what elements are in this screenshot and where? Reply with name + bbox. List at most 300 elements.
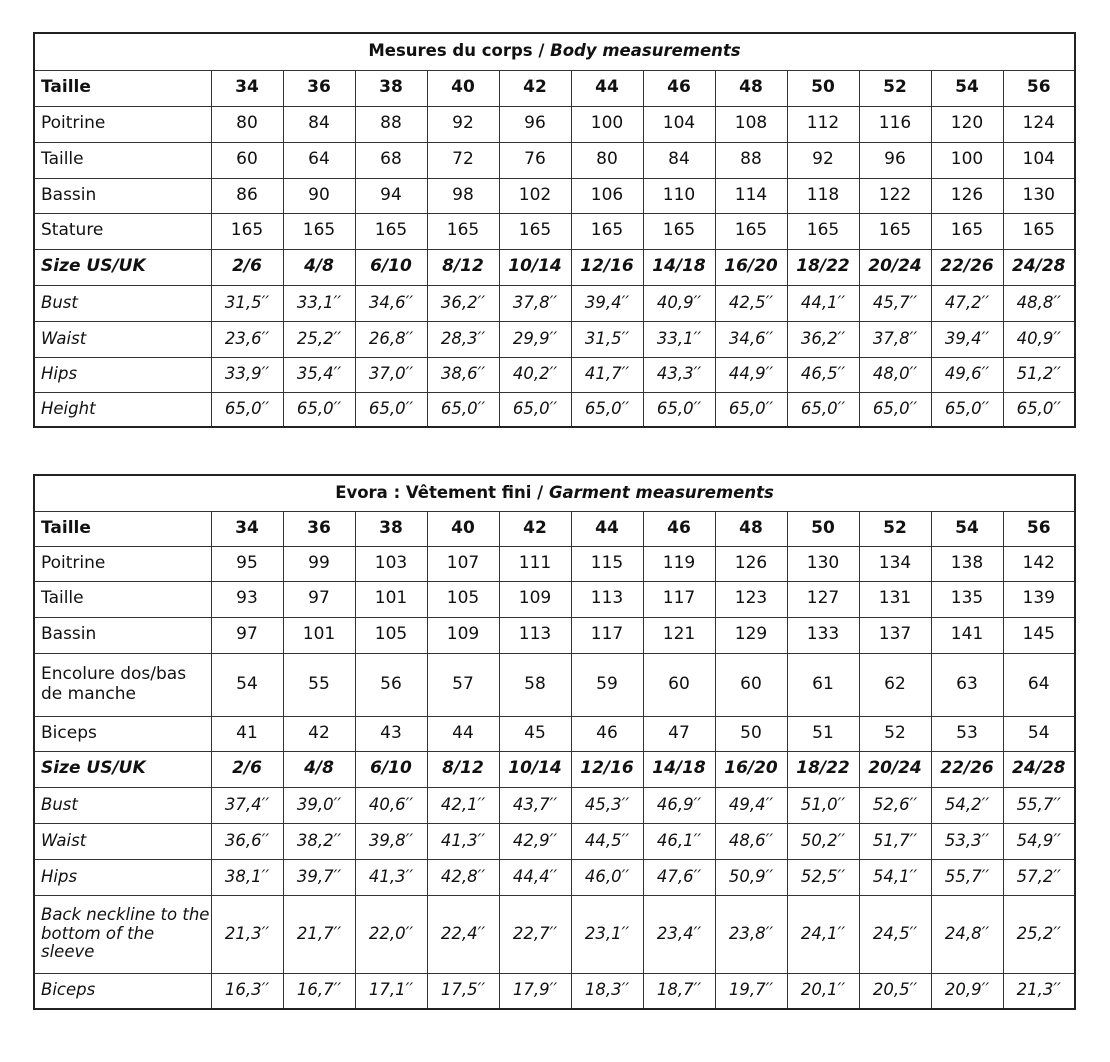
table-cell: 114 [715,178,787,213]
table-cell: 23,8′′ [715,895,787,973]
table-cell: 44,4′′ [499,859,571,895]
title-english: Body measurements [550,41,741,61]
table-cell: 20/24 [859,751,931,787]
table-cell: 165 [283,213,355,249]
table-cell: 51,7′′ [859,823,931,859]
table-cell: 102 [499,178,571,213]
table-cell: 22,7′′ [499,895,571,973]
table-cell: 51,0′′ [787,787,859,823]
table-cell: 104 [1003,142,1075,178]
table-cell: 39,4′′ [931,321,1003,357]
row-label: Waist [34,321,211,357]
table-cell: 55 [283,653,355,716]
table-cell: 54 [931,70,1003,106]
row-label: Encolure dos/bas de manche [34,653,211,716]
table-cell: 129 [715,617,787,653]
table-cell: 47,2′′ [931,285,1003,321]
table-cell: 22,4′′ [427,895,499,973]
table-cell: 42,1′′ [427,787,499,823]
table-cell: 121 [643,617,715,653]
table-cell: 98 [427,178,499,213]
table-cell: 24/28 [1003,249,1075,285]
table-cell: 117 [571,617,643,653]
table-cell: 96 [499,106,571,142]
table-cell: 20,5′′ [859,973,931,1009]
table-cell: 51,2′′ [1003,357,1075,392]
table-cell: 92 [787,142,859,178]
table-row [34,895,1075,973]
table-cell: 60 [643,653,715,716]
table-cell: 52 [859,70,931,106]
table-cell: 96 [859,142,931,178]
table-cell: 68 [355,142,427,178]
table-cell: 61 [787,653,859,716]
row-label: Bust [34,285,211,321]
row-label: Back neckline to the bottom of the sleeve [34,895,211,973]
table-cell: 58 [499,653,571,716]
title-french: Evora : Vêtement fini / [335,482,549,502]
table-cell: 100 [931,142,1003,178]
table-cell: 113 [499,617,571,653]
table-cell: 109 [499,581,571,617]
table-cell: 42,9′′ [499,823,571,859]
table-cell: 39,8′′ [355,823,427,859]
table-cell: 46,9′′ [643,787,715,823]
table-row [34,321,1075,357]
table-cell: 37,8′′ [859,321,931,357]
table-row [34,142,1075,178]
table-cell: 41,7′′ [571,357,643,392]
table-cell: 103 [355,546,427,581]
table-cell: 145 [1003,617,1075,653]
row-label: Taille [34,70,211,106]
table-cell: 21,3′′ [211,895,283,973]
table-cell: 130 [1003,178,1075,213]
table-row [34,213,1075,249]
table-title-row [34,475,1075,511]
table-cell: 21,7′′ [283,895,355,973]
table-cell: 44,9′′ [715,357,787,392]
table-row [34,716,1075,751]
table-row [34,178,1075,213]
table-cell: 54,2′′ [931,787,1003,823]
table-cell: 41,3′′ [355,859,427,895]
table-cell: 52 [859,511,931,546]
row-label: Biceps [34,716,211,751]
table-cell: 59 [571,653,643,716]
table-cell: 39,4′′ [571,285,643,321]
row-label: Taille [34,581,211,617]
table-cell: 40,6′′ [355,787,427,823]
table-cell: 42,8′′ [427,859,499,895]
table-cell: 23,1′′ [571,895,643,973]
table-cell: 2/6 [211,249,283,285]
table-cell: 65,0′′ [571,392,643,427]
table-cell: 4/8 [283,249,355,285]
table-cell: 113 [571,581,643,617]
size-header-row [34,70,1075,106]
table-cell: 44,1′′ [787,285,859,321]
table-cell: 80 [211,106,283,142]
table-cell: 165 [859,213,931,249]
table-row [34,859,1075,895]
table-cell: 8/12 [427,751,499,787]
table-cell: 165 [499,213,571,249]
table-cell: 14/18 [643,249,715,285]
table-cell: 19,7′′ [715,973,787,1009]
table-cell: 48,0′′ [859,357,931,392]
table-cell: 49,6′′ [931,357,1003,392]
table-cell: 65,0′′ [1003,392,1075,427]
size-us-uk-row [34,751,1075,787]
table-cell: 108 [715,106,787,142]
table-cell: 44 [427,716,499,751]
table-cell: 41 [211,716,283,751]
table-cell: 111 [499,546,571,581]
table-cell: 137 [859,617,931,653]
table-cell: 6/10 [355,249,427,285]
table-cell: 95 [211,546,283,581]
table-cell: 65,0′′ [283,392,355,427]
table-cell: 165 [787,213,859,249]
table-cell: 105 [427,581,499,617]
table-cell: 22/26 [931,249,1003,285]
table-cell: 10/14 [499,249,571,285]
row-label: Poitrine [34,546,211,581]
row-label: Bust [34,787,211,823]
row-label: Bassin [34,617,211,653]
table-cell: 40 [427,511,499,546]
table-cell: 43 [355,716,427,751]
table-cell: 51 [787,716,859,751]
table-cell: 40,9′′ [643,285,715,321]
table-cell: 17,1′′ [355,973,427,1009]
table-cell: 106 [571,178,643,213]
table-cell: 6/10 [355,751,427,787]
table-cell: 101 [355,581,427,617]
table-cell: 23,4′′ [643,895,715,973]
table-cell: 22/26 [931,751,1003,787]
table-cell: 49,4′′ [715,787,787,823]
table-cell: 40 [427,70,499,106]
table-cell: 42,5′′ [715,285,787,321]
table-title [34,33,1075,70]
row-label: Poitrine [34,106,211,142]
row-label: Taille [34,511,211,546]
table-cell: 64 [283,142,355,178]
table-cell: 50 [787,511,859,546]
table-cell: 52,5′′ [787,859,859,895]
table-cell: 165 [643,213,715,249]
table-cell: 127 [787,581,859,617]
table-cell: 17,9′′ [499,973,571,1009]
table-cell: 36,6′′ [211,823,283,859]
table-cell: 33,1′′ [283,285,355,321]
table-cell: 44 [571,70,643,106]
table-cell: 65,0′′ [931,392,1003,427]
table-cell: 133 [787,617,859,653]
table-cell: 107 [427,546,499,581]
table-cell: 110 [643,178,715,213]
table-cell: 38 [355,511,427,546]
table-cell: 165 [715,213,787,249]
table-cell: 36,2′′ [427,285,499,321]
table-cell: 18/22 [787,751,859,787]
table-cell: 50 [715,716,787,751]
table-cell: 139 [1003,581,1075,617]
table-cell: 65,0′′ [787,392,859,427]
table-cell: 54 [211,653,283,716]
table-cell: 38 [355,70,427,106]
table-cell: 44,5′′ [571,823,643,859]
table-cell: 84 [283,106,355,142]
table-cell: 24,1′′ [787,895,859,973]
row-label: Taille [34,142,211,178]
table-cell: 97 [283,581,355,617]
table-cell: 99 [283,546,355,581]
row-label: Size US/UK [34,751,211,787]
table-cell: 50 [787,70,859,106]
table-row [34,106,1075,142]
table-cell: 34,6′′ [715,321,787,357]
table-cell: 25,2′′ [1003,895,1075,973]
table-row [34,392,1075,427]
table-cell: 14/18 [643,751,715,787]
table-cell: 105 [355,617,427,653]
table-cell: 31,5′′ [571,321,643,357]
table-cell: 26,8′′ [355,321,427,357]
table-cell: 16/20 [715,751,787,787]
row-label: Bassin [34,178,211,213]
table-cell: 120 [931,106,1003,142]
table-cell: 124 [1003,106,1075,142]
table-cell: 25,2′′ [283,321,355,357]
table-cell: 60 [715,653,787,716]
table-cell: 38,2′′ [283,823,355,859]
table-cell: 100 [571,106,643,142]
table-cell: 36 [283,70,355,106]
table-cell: 54 [931,511,1003,546]
table-cell: 16/20 [715,249,787,285]
garment-measurements-table [33,474,1076,1010]
table-cell: 65,0′′ [427,392,499,427]
table-cell: 62 [859,653,931,716]
row-label: Hips [34,357,211,392]
table-cell: 104 [643,106,715,142]
table-cell: 20,1′′ [787,973,859,1009]
table-cell: 93 [211,581,283,617]
table-cell: 42 [499,70,571,106]
table-cell: 2/6 [211,751,283,787]
table-title-row [34,33,1075,70]
table-cell: 90 [283,178,355,213]
table-cell: 46 [571,716,643,751]
table-cell: 8/12 [427,249,499,285]
table-cell: 72 [427,142,499,178]
table-cell: 53 [931,716,1003,751]
table-cell: 24,5′′ [859,895,931,973]
table-cell: 45,3′′ [571,787,643,823]
table-cell: 44 [571,511,643,546]
table-cell: 165 [355,213,427,249]
table-cell: 119 [643,546,715,581]
table-row [34,653,1075,716]
table-cell: 35,4′′ [283,357,355,392]
table-cell: 38,6′′ [427,357,499,392]
table-row [34,617,1075,653]
table-cell: 64 [1003,653,1075,716]
title-english: Garment measurements [548,482,774,502]
row-label: Height [34,392,211,427]
table-cell: 33,9′′ [211,357,283,392]
table-cell: 45 [499,716,571,751]
row-label: Biceps [34,973,211,1009]
table-cell: 34,6′′ [355,285,427,321]
table-cell: 39,0′′ [283,787,355,823]
table-cell: 46 [643,511,715,546]
table-cell: 57,2′′ [1003,859,1075,895]
table-cell: 47 [643,716,715,751]
table-cell: 88 [355,106,427,142]
table-cell: 55,7′′ [1003,787,1075,823]
table-cell: 20,9′′ [931,973,1003,1009]
table-cell: 76 [499,142,571,178]
table-cell: 117 [643,581,715,617]
table-cell: 39,7′′ [283,859,355,895]
table-cell: 126 [931,178,1003,213]
table-cell: 45,7′′ [859,285,931,321]
table-cell: 142 [1003,546,1075,581]
table-cell: 16,3′′ [211,973,283,1009]
table-cell: 54 [1003,716,1075,751]
table-cell: 53,3′′ [931,823,1003,859]
row-label: Size US/UK [34,249,211,285]
table-cell: 126 [715,546,787,581]
table-row [34,787,1075,823]
table-cell: 165 [211,213,283,249]
body-measurements-table [33,32,1076,428]
table-cell: 36 [283,511,355,546]
table-cell: 48,8′′ [1003,285,1075,321]
row-label: Waist [34,823,211,859]
table-cell: 130 [787,546,859,581]
table-cell: 56 [1003,70,1075,106]
title-french: Mesures du corps / [368,41,551,61]
table-cell: 86 [211,178,283,213]
table-cell: 52 [859,716,931,751]
table-cell: 48 [715,511,787,546]
table-cell: 29,9′′ [499,321,571,357]
table-cell: 84 [643,142,715,178]
table-cell: 165 [1003,213,1075,249]
table-cell: 80 [571,142,643,178]
table-cell: 37,8′′ [499,285,571,321]
row-label: Hips [34,859,211,895]
table-cell: 50,2′′ [787,823,859,859]
table-cell: 24,8′′ [931,895,1003,973]
table-cell: 115 [571,546,643,581]
table-cell: 47,6′′ [643,859,715,895]
table-cell: 18,7′′ [643,973,715,1009]
table-cell: 42 [499,511,571,546]
table-cell: 28,3′′ [427,321,499,357]
table-cell: 57 [427,653,499,716]
table-row [34,357,1075,392]
table-cell: 31,5′′ [211,285,283,321]
table-cell: 36,2′′ [787,321,859,357]
table-cell: 54,9′′ [1003,823,1075,859]
table-cell: 135 [931,581,1003,617]
table-cell: 42 [283,716,355,751]
table-cell: 37,4′′ [211,787,283,823]
table-row [34,823,1075,859]
table-cell: 131 [859,581,931,617]
table-cell: 165 [427,213,499,249]
table-cell: 92 [427,106,499,142]
table-cell: 141 [931,617,1003,653]
table-cell: 134 [859,546,931,581]
table-cell: 43,7′′ [499,787,571,823]
table-row [34,546,1075,581]
table-cell: 16,7′′ [283,973,355,1009]
table-cell: 48,6′′ [715,823,787,859]
table-cell: 34 [211,70,283,106]
table-cell: 65,0′′ [715,392,787,427]
table-cell: 12/16 [571,751,643,787]
table-cell: 18,3′′ [571,973,643,1009]
table-cell: 46 [643,70,715,106]
table-cell: 20/24 [859,249,931,285]
table-cell: 94 [355,178,427,213]
table-cell: 12/16 [571,249,643,285]
table-title [34,475,1075,511]
table-cell: 101 [283,617,355,653]
table-cell: 50,9′′ [715,859,787,895]
table-cell: 46,1′′ [643,823,715,859]
table-cell: 138 [931,546,1003,581]
table-cell: 34 [211,511,283,546]
table-cell: 65,0′′ [643,392,715,427]
table-cell: 24/28 [1003,751,1075,787]
table-cell: 43,3′′ [643,357,715,392]
table-cell: 65,0′′ [499,392,571,427]
size-header-row [34,511,1075,546]
table-cell: 56 [1003,511,1075,546]
row-label: Stature [34,213,211,249]
table-cell: 33,1′′ [643,321,715,357]
table-cell: 21,3′′ [1003,973,1075,1009]
table-cell: 56 [355,653,427,716]
table-cell: 40,2′′ [499,357,571,392]
table-cell: 97 [211,617,283,653]
table-cell: 60 [211,142,283,178]
table-cell: 122 [859,178,931,213]
table-cell: 116 [859,106,931,142]
table-cell: 109 [427,617,499,653]
table-cell: 23,6′′ [211,321,283,357]
table-cell: 17,5′′ [427,973,499,1009]
table-cell: 52,6′′ [859,787,931,823]
table-cell: 63 [931,653,1003,716]
table-cell: 18/22 [787,249,859,285]
table-cell: 10/14 [499,751,571,787]
table-cell: 22,0′′ [355,895,427,973]
table-cell: 38,1′′ [211,859,283,895]
table-cell: 165 [571,213,643,249]
table-cell: 65,0′′ [859,392,931,427]
table-cell: 118 [787,178,859,213]
table-cell: 55,7′′ [931,859,1003,895]
